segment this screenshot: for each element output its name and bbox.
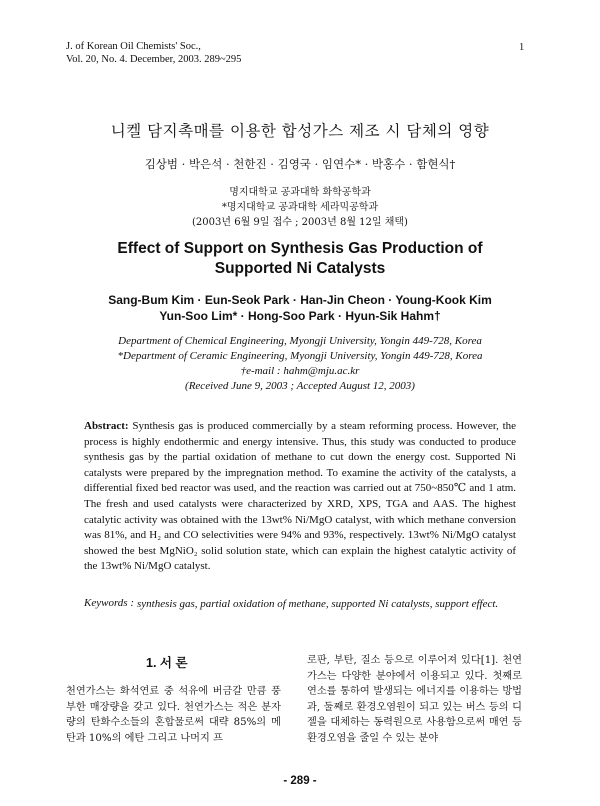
body-paragraph-1: 천연가스는 화석연료 중 석유에 버금갈 만큼 풍부한 매장량을 갖고 있다. 천연가스는 적은 분자량의 탄화수소들의 혼합물로써 대략 85%의 메탄과 10%의 에탄 그리고 나머지 프 <box>66 686 281 744</box>
english-authors <box>0 292 600 324</box>
korean-dates: (2003년 6월 9일 접수 ; 2003년 8월 12일 채택) <box>192 217 408 228</box>
english-authors-line-1: Sang-Bum Kim · Eun-Seok Park · Han-Jin Cheon · Young-Kook Kim <box>108 293 492 307</box>
english-title <box>0 239 600 279</box>
received-dates: (Received June 9, 2003 ; Accepted August 12, 2003) <box>185 380 415 392</box>
body-paragraph-2: 로판, 부탄, 질소 등으로 이루어져 있다[1]. 천연가스는 다양한 분야에서 이용되고 있다. 첫째로 연소를 통하여 발생되는 에너지를 이용하는 방법과, 둘째로 환경오염원이 되고 있는 버스 등의 디젤을 대체하는 동력원으로 사용함으로써 매연 등 환경오염을 줄일 수 있는 분야 <box>307 655 522 744</box>
english-title-line-2: Supported Ni Catalysts <box>214 260 386 277</box>
body-column-2 <box>307 653 522 747</box>
keywords-text: synthesis gas, partial oxidation of methane, supported Ni catalysts, support effect. <box>137 598 499 610</box>
korean-title: 니켈 담지촉매를 이용한 합성가스 제조 시 담체의 영향 <box>110 122 490 140</box>
english-authors-line-2: Yun-Soo Lim* · Hong-Soo Park · Hyun-Sik Hahm† <box>159 309 441 323</box>
department-2: *Department of Ceramic Engineering, Myongji University, Yongin 449-728, Korea <box>117 350 483 362</box>
abstract <box>84 419 516 575</box>
email: †e-mail : hahm@mju.ac.kr <box>240 365 360 377</box>
korean-authors: 김상범 · 박은석 · 천한진 · 김영국 · 임연수* · 박홍수 · 함현식† <box>144 157 456 171</box>
department-1: Department of Chemical Engineering, Myongji University, Yongin 449-728, Korea <box>118 335 482 347</box>
body-column-1 <box>66 684 281 746</box>
keywords-label: Keywords : <box>84 597 135 609</box>
page-footer: - 289 - <box>283 775 317 787</box>
journal-header <box>66 40 241 66</box>
page-number-top: 1 <box>519 42 525 53</box>
journal-line-2: Vol. 20, No. 4. December, 2003. 289~295 <box>66 54 242 65</box>
korean-affiliation-2: *명지대학교 공과대학 세라믹공학과 <box>221 202 379 213</box>
journal-line-1: J. of Korean Oil Chemists' Soc., <box>66 41 201 52</box>
english-title-line-1: Effect of Support on Synthesis Gas Production of <box>117 240 483 257</box>
korean-affiliation-1: 명지대학교 공과대학 화학공학과 <box>229 187 371 198</box>
abstract-label: Abstract: <box>84 420 129 432</box>
section-heading: 1. 서 론 <box>146 656 188 670</box>
abstract-text: Synthesis gas is produced commercially by a steam reforming process. However, the process is highly endothermic and energy intensive. Thus, this study was conducted to produce synthesis gas by the partial oxidation of methane to cut down the energy cost. Supported Ni catalysts were prepared by the impregnation method. To examine the activity of the catalysts, a differential fixed bed reactor was used, and the reaction was carried out at 750~850℃ and 1 atm. The fresh and used catalysts were characterized by XRD, XPS, TGA and AAS. The highest catalytic activity was obtained with the 13wt% Ni/MgO catalyst, with which methane conversion was 81%, and H₂ and CO selectivities were 94% and 93%, respectively. 13wt% Ni/MgO catalyst showed the best MgNiO₂ solid solution state, which can explain the highest catalytic activity of the 13wt% Ni/MgO catalyst. <box>84 420 517 573</box>
